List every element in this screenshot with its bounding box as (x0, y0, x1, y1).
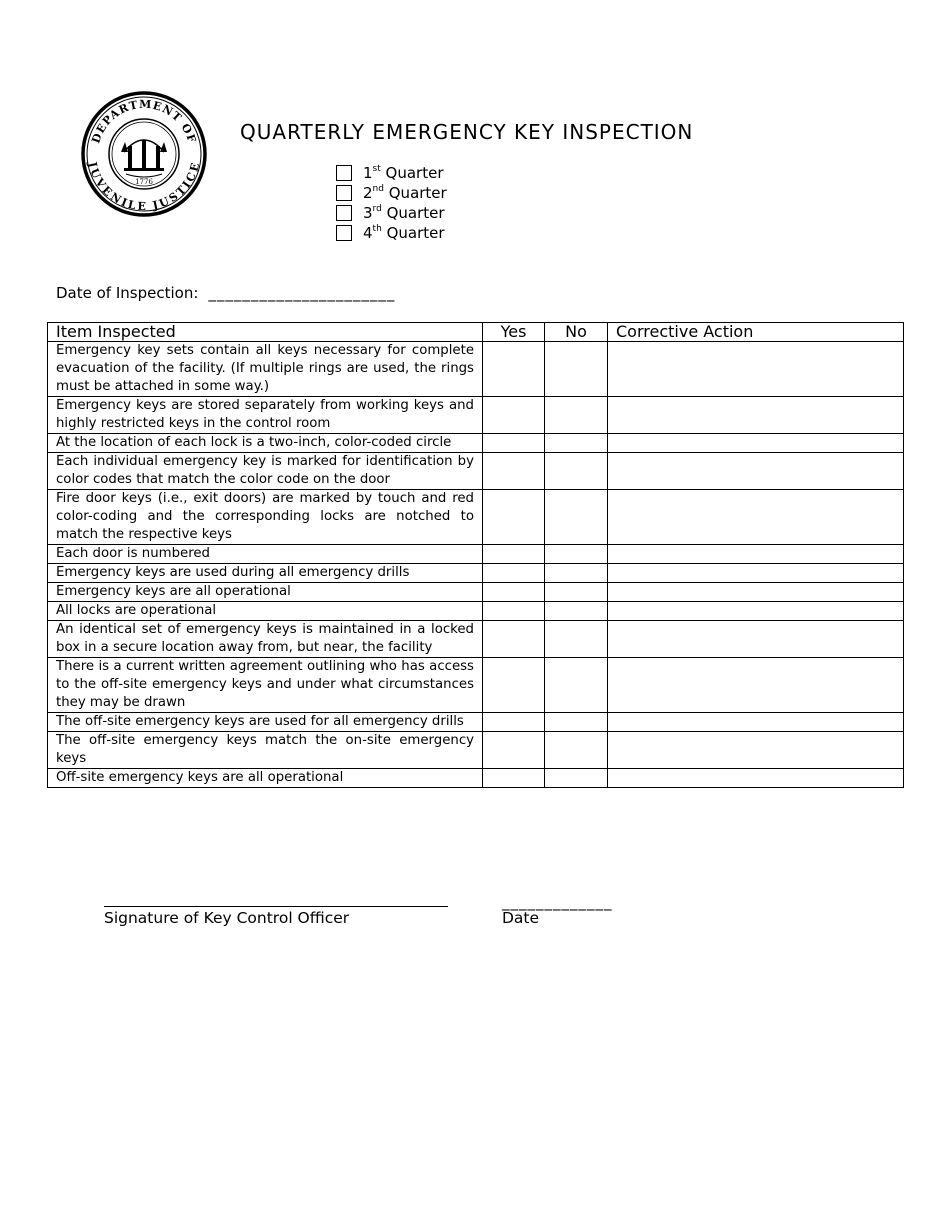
svg-text:JUVENILE JUSTICE: JUVENILE JUSTICE (85, 160, 203, 214)
item-text: An identical set of emergency keys is maintained in a locked box in a secure location away from, but near, the facility (48, 621, 483, 658)
item-text: There is a current written agreement outlining who has access to the off-site emergency keys and under what circumstances they may be drawn (48, 658, 483, 713)
item-text: The off-site emergency keys match the on-site emergency keys (48, 732, 483, 769)
item-text: The off-site emergency keys are used for all emergency drills (48, 713, 483, 732)
corrective-action-cell[interactable] (608, 342, 904, 397)
corrective-action-cell[interactable] (608, 490, 904, 545)
table-row (48, 490, 904, 545)
table-row (48, 342, 904, 397)
corrective-action-cell[interactable] (608, 769, 904, 788)
no-cell[interactable] (545, 602, 608, 621)
no-cell[interactable] (545, 545, 608, 564)
yes-cell[interactable] (483, 545, 545, 564)
inspection-table (47, 322, 904, 788)
no-cell[interactable] (545, 564, 608, 583)
corrective-action-cell[interactable] (608, 545, 904, 564)
quarter-label: Quarter (386, 204, 445, 222)
table-row (48, 621, 904, 658)
table-row (48, 434, 904, 453)
corrective-action-cell[interactable] (608, 397, 904, 434)
quarter-label: Quarter (385, 164, 444, 182)
quarter-number: 3 (363, 204, 373, 222)
table-row (48, 732, 904, 769)
yes-cell[interactable] (483, 602, 545, 621)
department-seal-icon (80, 90, 208, 218)
quarter-number: 1 (363, 164, 373, 182)
quarter-option-1 (336, 163, 447, 183)
table-row (48, 602, 904, 621)
quarter-4-checkbox[interactable] (336, 225, 352, 241)
yes-cell[interactable] (483, 713, 545, 732)
table-row (48, 453, 904, 490)
quarter-1-checkbox[interactable] (336, 165, 352, 181)
signature-date-label: Date (502, 909, 540, 927)
yes-cell[interactable] (483, 732, 545, 769)
quarter-option-4 (336, 223, 447, 243)
table-row (48, 545, 904, 564)
table-row (48, 658, 904, 713)
yes-cell[interactable] (483, 658, 545, 713)
no-cell[interactable] (545, 453, 608, 490)
corrective-action-cell[interactable] (608, 602, 904, 621)
no-cell[interactable] (545, 583, 608, 602)
date-of-inspection-field[interactable]: ______________________ (208, 284, 396, 302)
quarter-suffix: st (372, 164, 381, 174)
quarter-suffix: nd (372, 184, 384, 194)
table-header-row (48, 323, 904, 342)
no-cell[interactable] (545, 713, 608, 732)
yes-cell[interactable] (483, 564, 545, 583)
yes-cell[interactable] (483, 434, 545, 453)
quarter-label: Quarter (388, 184, 447, 202)
svg-text:DEPARTMENT OF: DEPARTMENT OF (89, 97, 199, 145)
item-text: At the location of each lock is a two-inch, color-coded circle (48, 434, 483, 453)
corrective-action-cell[interactable] (608, 621, 904, 658)
item-text: Emergency keys are used during all emergency drills (48, 564, 483, 583)
corrective-action-cell[interactable] (608, 732, 904, 769)
svg-text:1776: 1776 (135, 178, 153, 186)
page-title: QUARTERLY EMERGENCY KEY INSPECTION (240, 120, 694, 144)
header-item-inspected: Item Inspected (48, 323, 483, 342)
table-row (48, 713, 904, 732)
table-row (48, 769, 904, 788)
table-row (48, 583, 904, 602)
no-cell[interactable] (545, 621, 608, 658)
signature-line[interactable] (104, 906, 448, 907)
no-cell[interactable] (545, 397, 608, 434)
quarter-label: Quarter (386, 224, 445, 242)
item-text: Emergency keys are all operational (48, 583, 483, 602)
corrective-action-cell[interactable] (608, 453, 904, 490)
yes-cell[interactable] (483, 490, 545, 545)
quarter-suffix: rd (372, 204, 382, 214)
no-cell[interactable] (545, 434, 608, 453)
signature-label: Signature of Key Control Officer (104, 909, 350, 927)
quarter-number: 4 (363, 224, 373, 242)
yes-cell[interactable] (483, 342, 545, 397)
no-cell[interactable] (545, 658, 608, 713)
item-text: Each door is numbered (48, 545, 483, 564)
header-no: No (545, 323, 608, 342)
corrective-action-cell[interactable] (608, 583, 904, 602)
yes-cell[interactable] (483, 453, 545, 490)
corrective-action-cell[interactable] (608, 713, 904, 732)
header-yes: Yes (483, 323, 545, 342)
quarter-2-checkbox[interactable] (336, 185, 352, 201)
item-text: All locks are operational (48, 602, 483, 621)
quarter-3-checkbox[interactable] (336, 205, 352, 221)
item-text: Off-site emergency keys are all operational (48, 769, 483, 788)
quarter-number: 2 (363, 184, 373, 202)
corrective-action-cell[interactable] (608, 564, 904, 583)
yes-cell[interactable] (483, 769, 545, 788)
quarter-option-3 (336, 203, 447, 223)
no-cell[interactable] (545, 769, 608, 788)
item-text: Emergency key sets contain all keys necessary for complete evacuation of the facility. (If multiple rings are used, the rings must be attached in some way.) (48, 342, 483, 397)
yes-cell[interactable] (483, 397, 545, 434)
date-of-inspection (56, 284, 395, 302)
no-cell[interactable] (545, 490, 608, 545)
table-row (48, 397, 904, 434)
header-corrective-action: Corrective Action (608, 323, 904, 342)
quarter-option-2 (336, 183, 447, 203)
item-text: Each individual emergency key is marked for identification by color codes that match the color code on the door (48, 453, 483, 490)
no-cell[interactable] (545, 732, 608, 769)
quarter-suffix: th (372, 224, 382, 234)
signature-date-field[interactable]: _____________ (502, 893, 613, 911)
corrective-action-cell[interactable] (608, 434, 904, 453)
no-cell[interactable] (545, 342, 608, 397)
yes-cell[interactable] (483, 583, 545, 602)
item-text: Fire door keys (i.e., exit doors) are marked by touch and red color-coding and the corresponding locks are notched to match the respective keys (48, 490, 483, 545)
yes-cell[interactable] (483, 621, 545, 658)
table-row (48, 564, 904, 583)
date-of-inspection-label: Date of Inspection: (56, 284, 199, 302)
corrective-action-cell[interactable] (608, 658, 904, 713)
item-text: Emergency keys are stored separately from working keys and highly restricted keys in the control room (48, 397, 483, 434)
quarter-checklist (336, 163, 447, 243)
